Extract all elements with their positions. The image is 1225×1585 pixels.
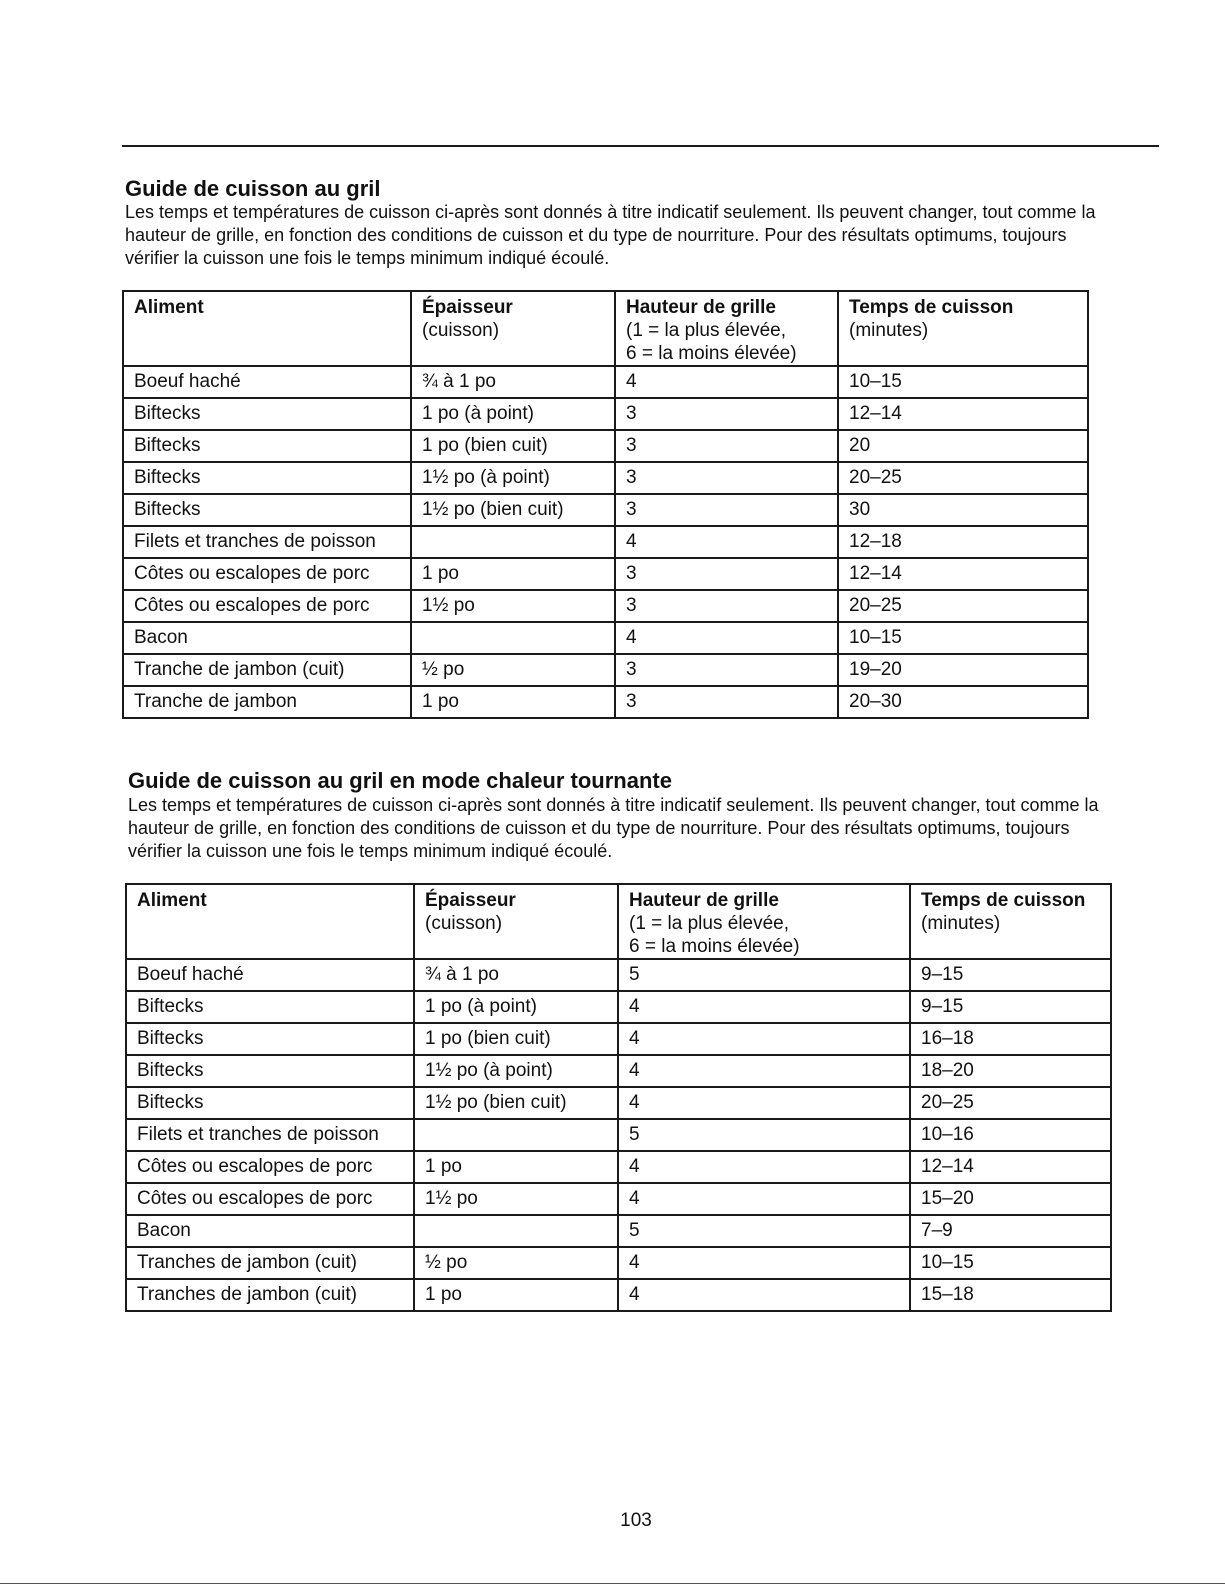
cell-epaisseur: 1 po xyxy=(414,1279,618,1311)
cell-aliment: Biftecks xyxy=(126,991,414,1023)
column-header-sublabel: (1 = la plus élevée, 6 = la moins élevée) xyxy=(629,913,800,957)
column-header-aliment xyxy=(123,291,411,366)
cell-epaisseur: 1 po xyxy=(411,686,615,718)
table-row xyxy=(126,1151,1111,1183)
cell-aliment: Côtes ou escalopes de porc xyxy=(126,1183,414,1215)
cell-epaisseur xyxy=(414,1119,618,1151)
cell-epaisseur: 1½ po xyxy=(411,590,615,622)
cell-hauteur: 3 xyxy=(615,462,838,494)
cell-temps: 12–14 xyxy=(838,398,1088,430)
cell-aliment: Filets et tranches de poisson xyxy=(123,526,411,558)
cell-epaisseur: 1½ po (à point) xyxy=(414,1055,618,1087)
section-title: Guide de cuisson au gril en mode chaleur tournante xyxy=(128,768,672,793)
cell-aliment: Biftecks xyxy=(126,1087,414,1119)
column-header-label: Aliment xyxy=(134,297,204,318)
cell-hauteur: 5 xyxy=(618,1119,910,1151)
cell-aliment: Tranche de jambon (cuit) xyxy=(123,654,411,686)
cell-epaisseur xyxy=(411,526,615,558)
section-title: Guide de cuisson au gril xyxy=(125,176,381,201)
table-header-row xyxy=(123,291,1088,366)
cell-epaisseur: 1 po xyxy=(414,1151,618,1183)
table-row xyxy=(123,654,1088,686)
column-header-aliment xyxy=(126,884,414,959)
cell-epaisseur: ¾ à 1 po xyxy=(414,959,618,991)
cell-aliment: Côtes ou escalopes de porc xyxy=(123,558,411,590)
cell-hauteur: 3 xyxy=(615,430,838,462)
section-intro: Les temps et températures de cuisson ci-après sont donnés à titre indicatif seulement. Ils peuvent changer, tout comme la hauteur de grille, en fonction des conditions de cuisson et du type de nourriture. Pour des résultats optimums, toujours vérifier la cuisson une fois le temps minimum indiqué écoulé. xyxy=(125,202,1096,268)
table-row xyxy=(123,686,1088,718)
column-header-label: Hauteur de grille xyxy=(629,890,779,911)
column-header-label: Temps de cuisson xyxy=(921,890,1086,911)
cell-hauteur: 3 xyxy=(615,398,838,430)
column-header-label: Épaisseur xyxy=(425,890,516,911)
cell-epaisseur: 1 po xyxy=(411,558,615,590)
cell-temps: 7–9 xyxy=(910,1215,1111,1247)
broil-table xyxy=(122,290,1089,719)
cell-hauteur: 3 xyxy=(615,654,838,686)
cell-epaisseur xyxy=(411,622,615,654)
cell-temps: 12–14 xyxy=(838,558,1088,590)
table-row xyxy=(126,1087,1111,1119)
cell-epaisseur xyxy=(414,1215,618,1247)
table-row xyxy=(126,991,1111,1023)
convection-broil-table xyxy=(125,883,1112,1312)
table-row xyxy=(126,1279,1111,1311)
cell-hauteur: 5 xyxy=(618,1215,910,1247)
cell-epaisseur: ½ po xyxy=(414,1247,618,1279)
table-row xyxy=(123,430,1088,462)
top-rule xyxy=(122,145,1159,147)
column-header-epaisseur xyxy=(411,291,615,366)
table-row xyxy=(126,959,1111,991)
column-header-hauteur xyxy=(618,884,910,959)
cell-temps: 9–15 xyxy=(910,991,1111,1023)
table-header-row xyxy=(126,884,1111,959)
table-row xyxy=(126,1119,1111,1151)
page-number: 103 xyxy=(620,1510,652,1531)
cell-temps: 19–20 xyxy=(838,654,1088,686)
cell-hauteur: 3 xyxy=(615,558,838,590)
column-header-sublabel: (minutes) xyxy=(921,913,1001,934)
column-header-sublabel: (minutes) xyxy=(849,320,929,341)
table-row xyxy=(123,462,1088,494)
cell-hauteur: 3 xyxy=(615,686,838,718)
column-header-hauteur xyxy=(615,291,838,366)
cell-temps: 20–25 xyxy=(838,462,1088,494)
cell-epaisseur: 1 po (bien cuit) xyxy=(411,430,615,462)
column-header-sublabel: (cuisson) xyxy=(425,913,503,934)
cell-aliment: Biftecks xyxy=(126,1055,414,1087)
cell-temps: 20 xyxy=(838,430,1088,462)
cell-aliment: Tranche de jambon xyxy=(123,686,411,718)
table-row xyxy=(123,558,1088,590)
table-row xyxy=(123,398,1088,430)
cell-hauteur: 3 xyxy=(615,494,838,526)
cell-hauteur: 4 xyxy=(618,1183,910,1215)
table-row xyxy=(126,1023,1111,1055)
column-header-label: Hauteur de grille xyxy=(626,297,776,318)
table-row xyxy=(126,1215,1111,1247)
cell-hauteur: 4 xyxy=(618,1151,910,1183)
table-row xyxy=(123,622,1088,654)
cell-temps: 10–16 xyxy=(910,1119,1111,1151)
column-header-label: Aliment xyxy=(137,890,207,911)
bottom-rule xyxy=(0,1583,1225,1584)
cell-hauteur: 4 xyxy=(618,1023,910,1055)
cell-hauteur: 4 xyxy=(618,991,910,1023)
table-row xyxy=(123,366,1088,398)
column-header-temps xyxy=(838,291,1088,366)
column-header-sublabel: (cuisson) xyxy=(422,320,500,341)
table-row xyxy=(126,1247,1111,1279)
cell-hauteur: 4 xyxy=(618,1279,910,1311)
cell-epaisseur: ½ po xyxy=(411,654,615,686)
cell-aliment: Biftecks xyxy=(123,398,411,430)
cell-aliment: Côtes ou escalopes de porc xyxy=(126,1151,414,1183)
cell-epaisseur: 1 po (à point) xyxy=(414,991,618,1023)
cell-aliment: Bacon xyxy=(126,1215,414,1247)
cell-aliment: Biftecks xyxy=(123,430,411,462)
column-header-label: Temps de cuisson xyxy=(849,297,1014,318)
cell-aliment: Tranches de jambon (cuit) xyxy=(126,1279,414,1311)
table-row xyxy=(123,590,1088,622)
table-row xyxy=(123,526,1088,558)
cell-epaisseur: 1 po (bien cuit) xyxy=(414,1023,618,1055)
cell-epaisseur: 1½ po (bien cuit) xyxy=(411,494,615,526)
cell-temps: 18–20 xyxy=(910,1055,1111,1087)
cell-hauteur: 5 xyxy=(618,959,910,991)
cell-temps: 10–15 xyxy=(910,1247,1111,1279)
table-row xyxy=(126,1055,1111,1087)
cell-hauteur: 4 xyxy=(615,526,838,558)
cell-aliment: Biftecks xyxy=(123,462,411,494)
table-body xyxy=(126,959,1111,1311)
column-header-temps xyxy=(910,884,1111,959)
cell-aliment: Boeuf haché xyxy=(123,366,411,398)
cell-hauteur: 4 xyxy=(615,366,838,398)
cell-aliment: Filets et tranches de poisson xyxy=(126,1119,414,1151)
cell-aliment: Bacon xyxy=(123,622,411,654)
cell-temps: 12–14 xyxy=(910,1151,1111,1183)
cell-epaisseur: 1½ po (à point) xyxy=(411,462,615,494)
cell-hauteur: 4 xyxy=(615,622,838,654)
table-row xyxy=(126,1183,1111,1215)
cell-hauteur: 4 xyxy=(618,1055,910,1087)
cell-epaisseur: 1½ po xyxy=(414,1183,618,1215)
column-header-epaisseur xyxy=(414,884,618,959)
cell-temps: 16–18 xyxy=(910,1023,1111,1055)
cell-temps: 10–15 xyxy=(838,622,1088,654)
cell-temps: 9–15 xyxy=(910,959,1111,991)
table-row xyxy=(123,494,1088,526)
cell-temps: 20–30 xyxy=(838,686,1088,718)
column-header-sublabel: (1 = la plus élevée, 6 = la moins élevée) xyxy=(626,320,797,364)
cell-aliment: Boeuf haché xyxy=(126,959,414,991)
section-intro: Les temps et températures de cuisson ci-après sont donnés à titre indicatif seulement. Ils peuvent changer, tout comme la hauteur de grille, en fonction des conditions de cuisson et du type de nourriture. Pour des résultats optimums, toujours vérifier la cuisson une fois le temps minimum indiqué écoulé. xyxy=(128,795,1099,861)
cell-temps: 15–20 xyxy=(910,1183,1111,1215)
cell-temps: 10–15 xyxy=(838,366,1088,398)
cell-hauteur: 4 xyxy=(618,1247,910,1279)
cell-aliment: Tranches de jambon (cuit) xyxy=(126,1247,414,1279)
table-body xyxy=(123,366,1088,718)
cell-aliment: Côtes ou escalopes de porc xyxy=(123,590,411,622)
cell-epaisseur: ¾ à 1 po xyxy=(411,366,615,398)
cell-temps: 12–18 xyxy=(838,526,1088,558)
cell-temps: 15–18 xyxy=(910,1279,1111,1311)
cell-epaisseur: 1½ po (bien cuit) xyxy=(414,1087,618,1119)
cell-aliment: Biftecks xyxy=(123,494,411,526)
column-header-label: Épaisseur xyxy=(422,297,513,318)
cell-aliment: Biftecks xyxy=(126,1023,414,1055)
cell-temps: 30 xyxy=(838,494,1088,526)
cell-epaisseur: 1 po (à point) xyxy=(411,398,615,430)
cell-temps: 20–25 xyxy=(910,1087,1111,1119)
cell-hauteur: 4 xyxy=(618,1087,910,1119)
cell-temps: 20–25 xyxy=(838,590,1088,622)
cell-hauteur: 3 xyxy=(615,590,838,622)
